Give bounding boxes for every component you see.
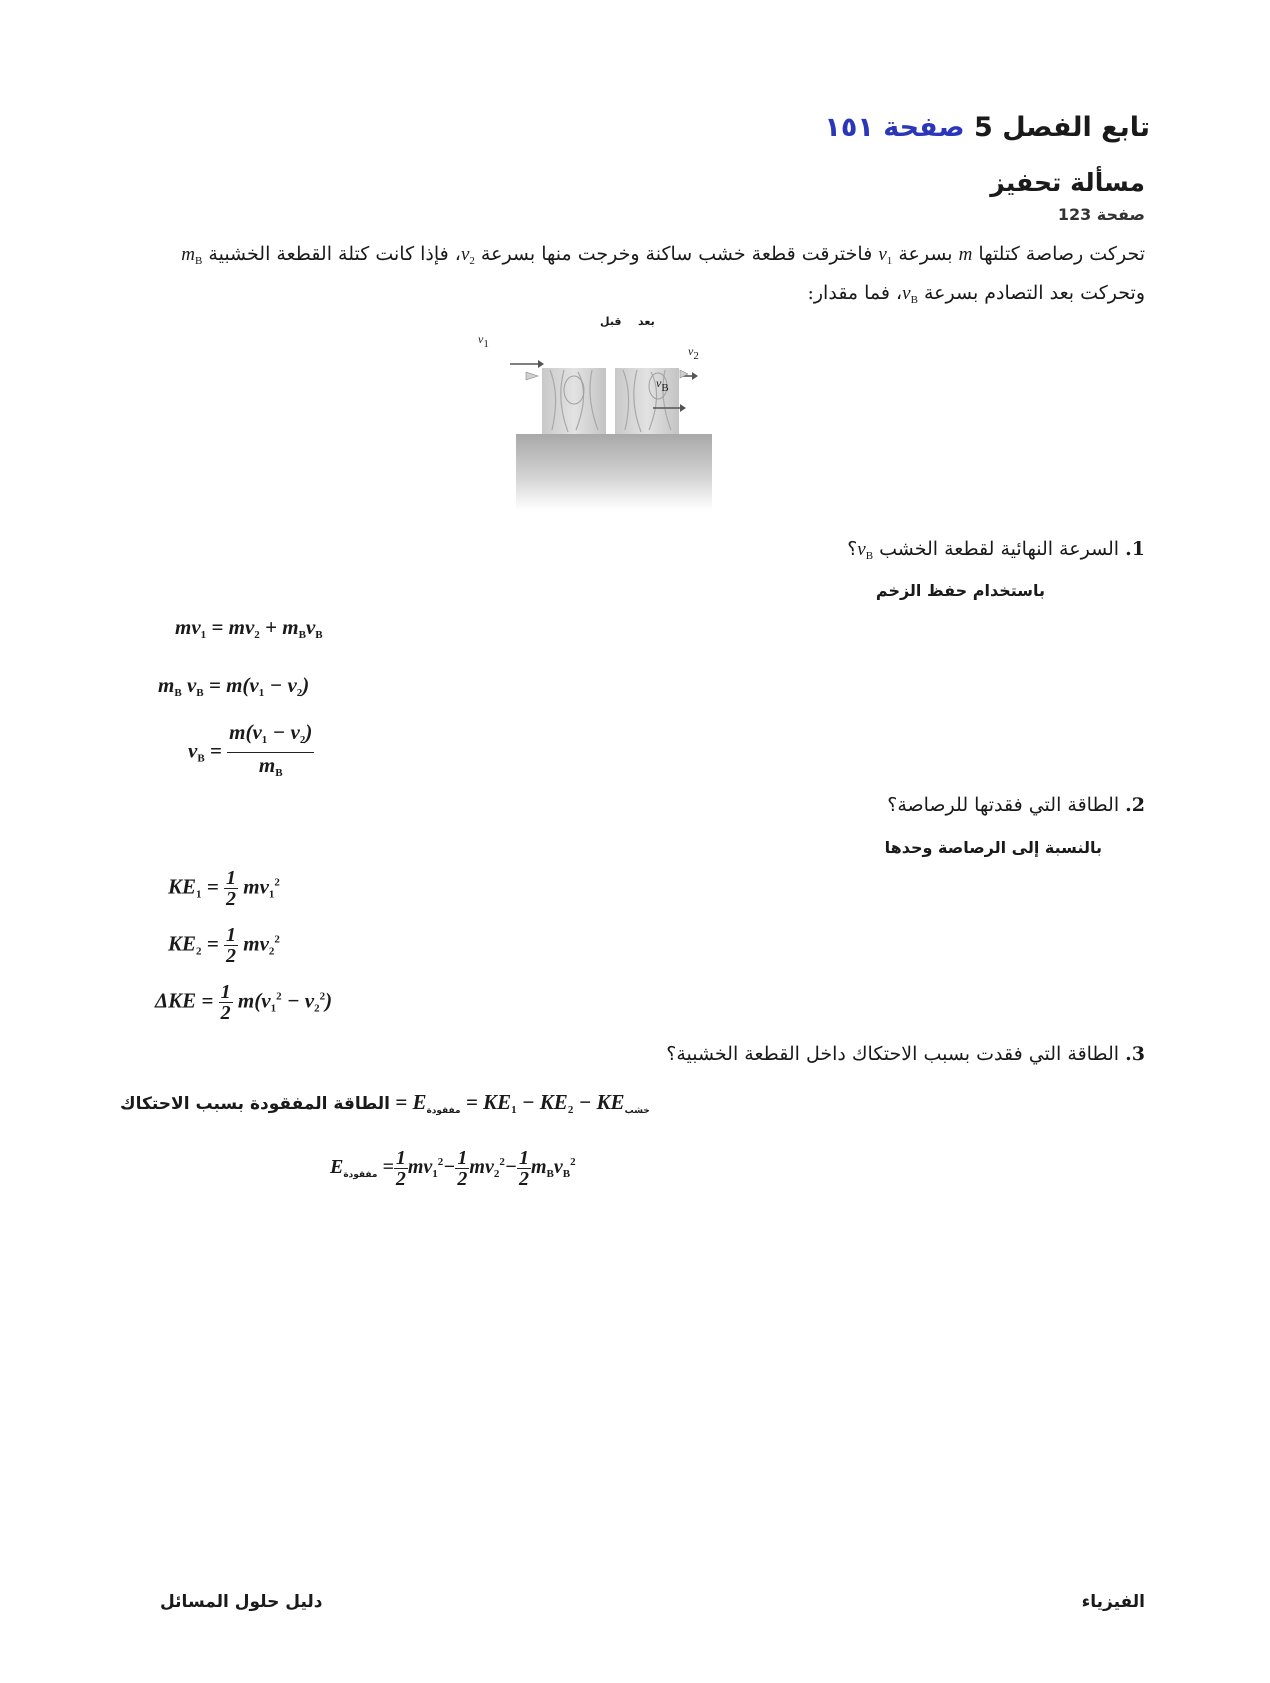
section-subtitle: مسألة تحفيز [990,168,1145,197]
hint-1: باستخدام حفظ الزخم [875,581,1045,600]
label-before: قبل [600,315,622,328]
page-title [824,112,1150,143]
equation-energy-lost-expanded: $E_{مفقودة}$ = $\frac{1}{2}$ $mv_1^2-$ $\frac{1}{2}$ $mv_2^2-$ $\frac{1}{2}$ $m_Bv_B^2$ [330,1147,576,1190]
footer-right: الفيزياء [1081,1592,1145,1612]
equation-momentum-rearranged: $m_B$ $v_B = m(v_1 - v_2)$ [158,673,310,699]
equation-vB: $v_B$ = $\frac{m(v_1 - v_2)}{m_B}$ [188,720,313,779]
hint-2: بالنسبة إلى الرصاصة وحدها [884,838,1102,857]
equation-ke2: $KE_2$ = $\frac{1}{2}$ $mv_2^2$ [168,924,280,967]
equation-ke1: $KE_1$ = $\frac{1}{2}$ $mv_1^2$ [168,867,280,910]
title-prefix: تابع الفصل 5 [974,112,1150,143]
figure-v1-label: $v_1$ [478,332,489,350]
problem-line-1: تحركت رصاصة كتلتها m بسرعة $v_1$ فاخترقت قطعة خشب ساكنة وخرجت منها بسرعة $v_2،$ فإذا كانت كتلة القطعة الخشبية $m_B$ [181,243,1145,267]
footer-left: دليل حلول المسائل [160,1592,323,1612]
page-link[interactable]: صفحة ١٥١ [824,112,965,143]
question-3: 3. الطاقة التي فقدت بسبب الاحتكاك داخل القطعة الخشبية؟ [666,1043,1145,1065]
collision-figure [478,315,714,510]
label-after: بعد [638,315,655,328]
problem-line-2: وتحركت بعد التصادم بسرعة $v_B،$ فما مقدار: [807,282,1145,306]
energy-lost-label: الطاقة المفقودة بسبب الاحتكاك [120,1094,390,1114]
page-reference: صفحة 123 [1057,205,1145,224]
figure-vB-label: $v_B$ [656,376,669,394]
question-2: 2. الطاقة التي فقدتها للرصاصة؟ [887,794,1145,816]
problem-statement [125,238,1145,316]
equation-energy-lost: الطاقة المفقودة بسبب الاحتكاك = $E_{مفقودة} = KE_1 - KE_2 - KE_{خشب}$ [120,1090,650,1116]
figure-v2-label: $v_2$ [688,344,699,362]
floor-surface [516,434,712,510]
question-1: 1. السرعة النهائية لقطعة الخشب $v_B؟$ [847,538,1145,562]
equation-momentum: $mv_1 = mv_2 + m_Bv_B$ [175,615,323,641]
equation-delta-ke: ΔKE = $\frac{1}{2}$ $m(v_1^2 - v_2^2)$ [155,981,333,1024]
